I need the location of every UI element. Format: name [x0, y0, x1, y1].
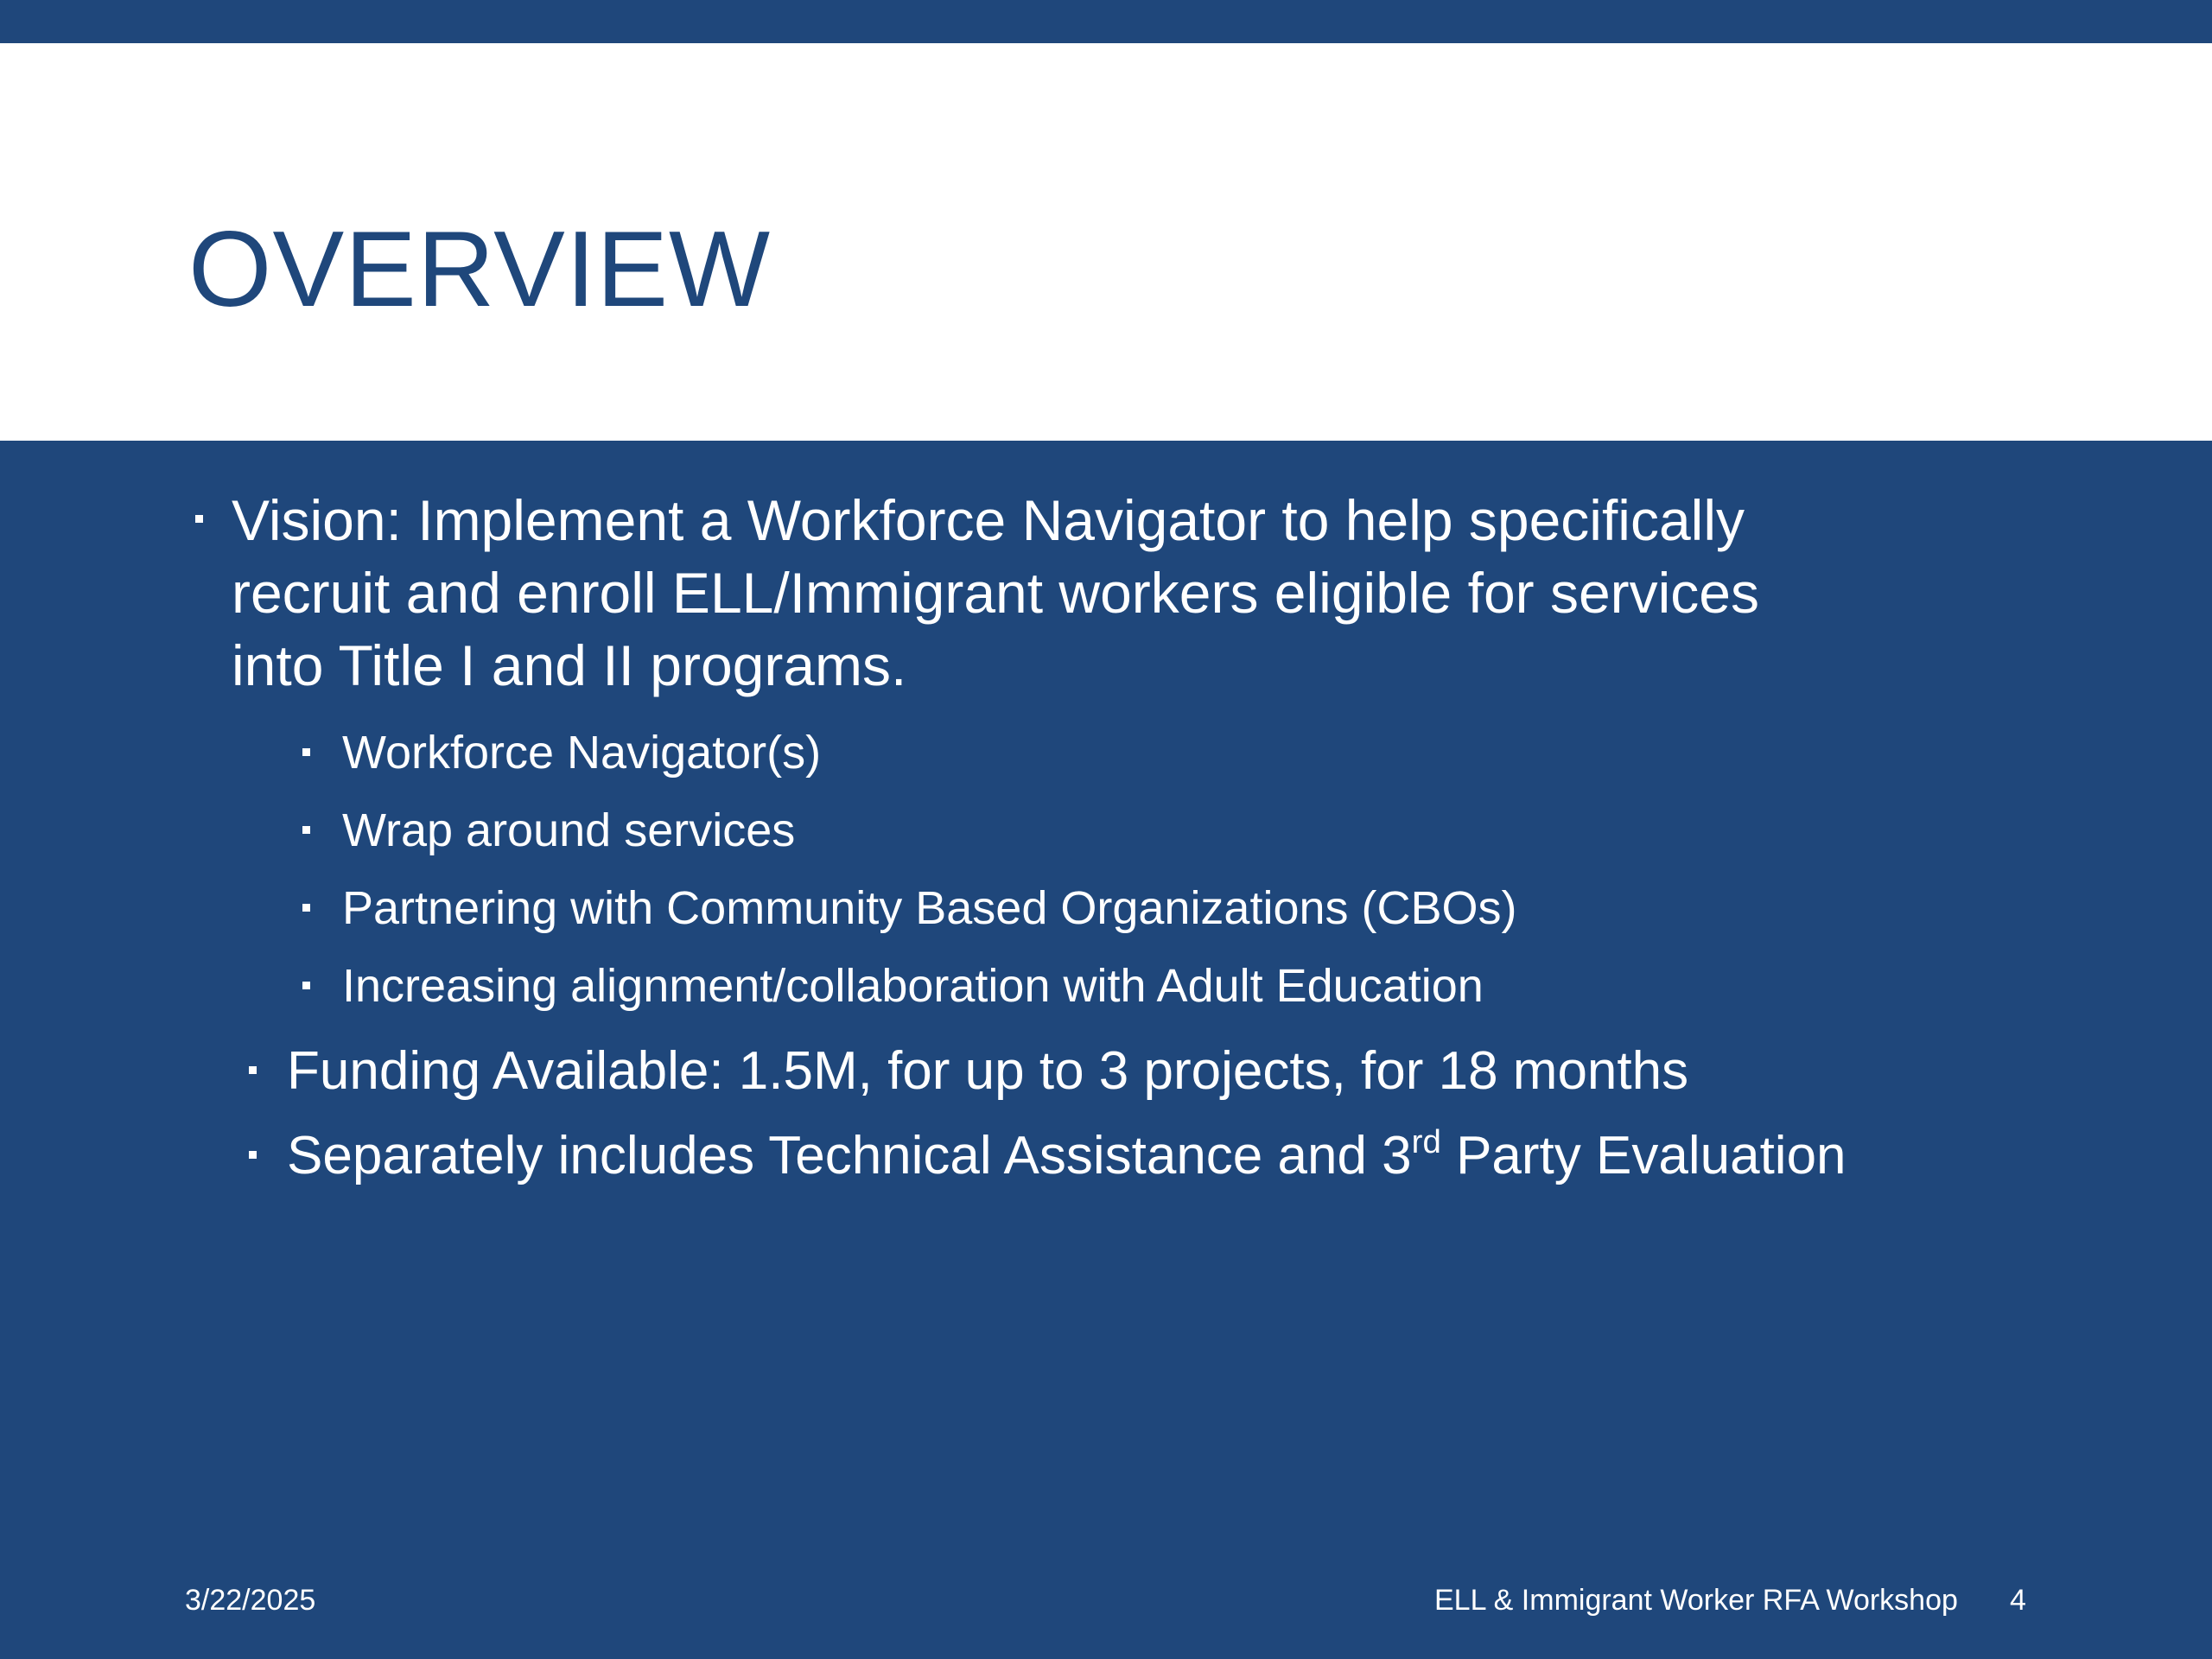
bullet-vision-line-1: Vision: Implement a Workforce Navigator to help specifically — [232, 488, 1745, 552]
bullet-vision-line-2: recruit and enroll ELL/Immigrant workers eligible for services — [232, 561, 1760, 625]
bullet-square-icon — [302, 904, 310, 912]
sub-bullet-adult-education — [342, 956, 1484, 1016]
bullet-separately-text: Separately includes Technical Assistance and 3 — [287, 1126, 1412, 1185]
superscript-rd: rd — [1411, 1123, 1441, 1161]
bullet-vision-line-3: into Title I and II programs. — [232, 633, 907, 697]
slide-title: OVERVIEW — [188, 210, 772, 329]
bullet-square-icon — [302, 982, 310, 989]
footer-date: 3/22/2025 — [185, 1584, 316, 1617]
bullet-square-icon — [302, 826, 310, 834]
bullet-funding-label: Funding Available: 1.5M, for up to 3 projects, for 18 months — [287, 1041, 1689, 1101]
bullet-separately-text-end: Party Evaluation — [1440, 1126, 1847, 1185]
bullet-square-icon — [302, 748, 310, 756]
bullet-square-icon — [249, 1066, 257, 1074]
bullet-funding — [287, 1035, 1688, 1108]
sub-bullet-label: Increasing alignment/collaboration with Adult Education — [342, 960, 1484, 1012]
title-area — [0, 43, 2212, 441]
page-number: 4 — [2010, 1584, 2026, 1617]
bullet-square-icon — [195, 515, 203, 523]
bullet-separately — [287, 1120, 1847, 1192]
sub-bullet-label: Wrap around services — [342, 804, 796, 856]
bullet-square-icon — [249, 1151, 257, 1159]
sub-bullet-label: Workforce Navigator(s) — [342, 727, 822, 779]
sub-bullet-cbos — [342, 878, 1517, 938]
top-band — [0, 0, 2212, 41]
sub-bullet-label: Partnering with Community Based Organizations (CBOs) — [342, 882, 1517, 934]
bullet-vision — [232, 484, 1759, 702]
sub-bullet-navigators — [342, 722, 821, 783]
footer-title: ELL & Immigrant Worker RFA Workshop — [1434, 1584, 1958, 1617]
sub-bullet-wrap-services — [342, 800, 795, 861]
